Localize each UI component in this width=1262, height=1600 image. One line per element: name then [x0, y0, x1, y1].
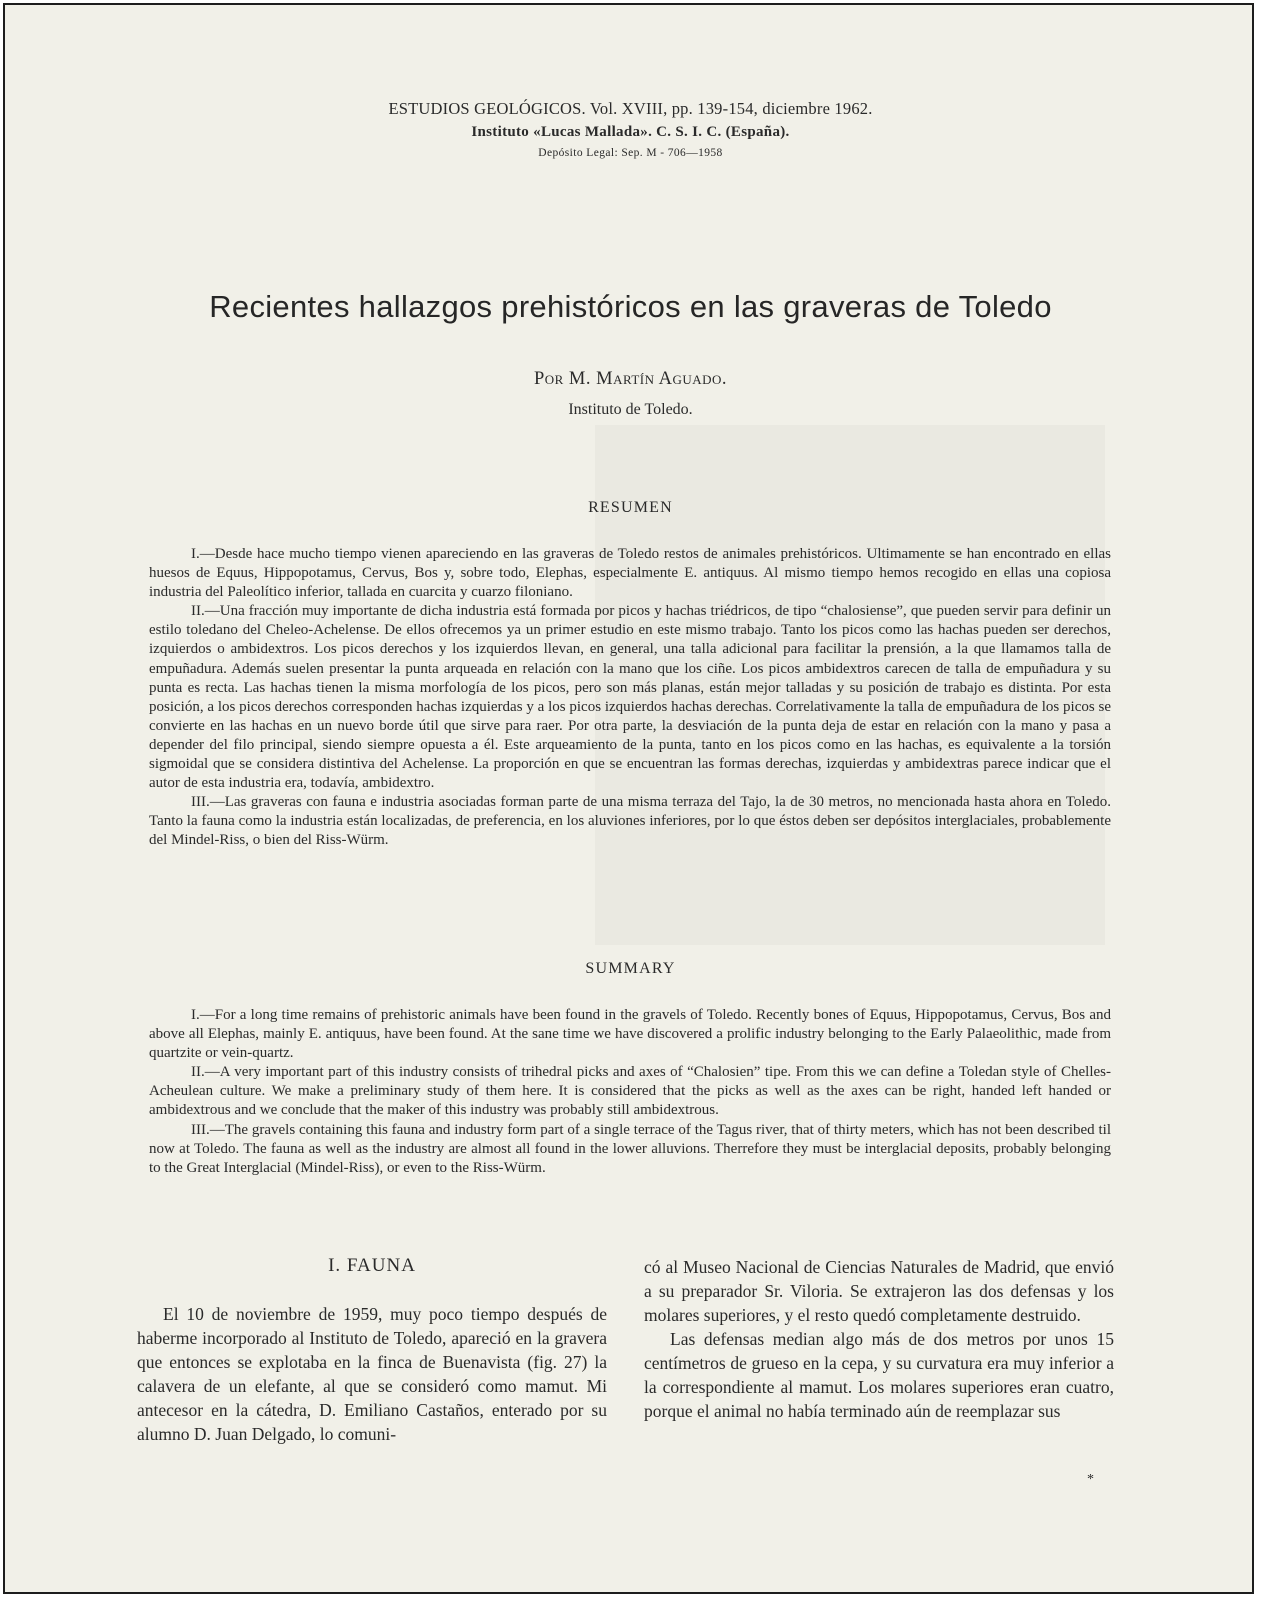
journal-citation: ESTUDIOS GEOLÓGICOS. Vol. XVIII, pp. 139-154, diciembre 1962. — [388, 99, 873, 118]
summary-paragraph: II.—A very important part of this industry consists of trihedral picks and axes of “Chalosien” tipe. From this we can define a Toledan style of Chelles-Acheulean culture. We make a preliminary study of them here. It is considered that the picks as well as the axes can be right, handed left handed or ambidextrous and we conclude that the maker of this industry was probably still ambidextrous. — [149, 1064, 1111, 1119]
resumen-paragraph: III.—Las graveras con fauna e industria asociadas forman parte de una misma terraza del Tajo, la de 30 metros, no mencionada hasta ahora en Toledo. Tanto la fauna como la industria están localizadas, de preferencia, en los aluviones inferiores, por lo que éstos deben ser depósitos interglaciales, probablemente del Mindel-Riss, o bien del Riss-Würm. — [149, 794, 1111, 849]
journal-page — [3, 3, 1254, 1594]
summary-paragraph: III.—The gravels containing this fauna and industry form part of a single terrace of the Tagus river, that of thirty meters, which has not been described til now at Toledo. The fauna as well as the industry are almost all found in the lower alluvions. Therrefore they must be interglacial deposits, probably belonging to the Great Interglacial (Mindel-Riss), or even to the Riss-Würm. — [149, 1121, 1111, 1176]
byline — [5, 369, 1254, 390]
legal-deposit: Depósito Legal: Sep. M - 706—1958 — [538, 147, 723, 159]
summary-paragraph: I.—For a long time remains of prehistoric animals have been found in the gravels of Toledo. Recently bones of Equus, Hippopotamus, Cervus, Bos and above all Elephas, mainly E. antiquus, have been found. At the sane time we have discovered a prolific industry belonging to the Early Palaeolithic, made from quartzite or vein-quartz. — [149, 1007, 1111, 1062]
summary-heading: SUMMARY — [585, 960, 676, 977]
journal-institute: Instituto «Lucas Mallada». C. S. I. C. (España). — [471, 124, 790, 140]
body-column-left — [137, 1302, 607, 1446]
byline-prefix: Por — [533, 369, 564, 389]
body-paragraph: Las defensas median algo más de dos metros por unos 15 centímetros de grueso en la cepa, y su curvatura era muy inferior a la correspondiente al mamut. Los molares superiores eran cuatro, porque el animal no había terminado aún de reemplazar sus — [644, 1329, 1114, 1421]
section-heading-fauna: I. FAUNA — [328, 1255, 416, 1276]
resumen-heading: RESUMEN — [588, 499, 673, 516]
body-paragraph: có al Museo Nacional de Ciencias Naturales de Madrid, que envió a su preparador Sr. Viloria. Se extrajeron las dos defensas y los molares superiores, y el resto quedó completamente destruido. — [644, 1257, 1114, 1325]
summary-body — [149, 1006, 1111, 1178]
author-affiliation: Instituto de Toledo. — [568, 401, 693, 418]
resumen-body — [149, 545, 1111, 851]
resumen-paragraph: I.—Desde hace mucho tiempo vienen apareciendo en las graveras de Toledo restos de animales prehistóricos. Ultimamente se han encontrado en ellas huesos de Equus, Hippopotamus, Cervus, Bos y, sobre todo, Elephas, especialmente E. antiquus. Al mismo tiempo hemos recogido en ellas una copiosa industria del Paleolítico inferior, tallada en cuarcita y cuarzo filoniano. — [149, 546, 1111, 601]
body-column-right — [644, 1255, 1114, 1423]
footer-mark: * — [1087, 1472, 1094, 1487]
article-title: Recientes hallazgos prehistóricos en las graveras de Toledo — [209, 289, 1052, 324]
resumen-paragraph: II.—Una fracción muy importante de dicha industria está formada por picos y hachas triédricos, de tipo “chalosiense”, que pueden servir para definir un estilo toledano del Cheleo-Achelense. De ellos ofrecemos ya un primer estudio en este mismo trabajo. Tanto los picos como las hachas pueden ser derechos, izquierdos o ambidextros. Los picos derechos y los izquierdos llevan, en general, una talla adicional para facilitar la prensión, a la que llamamos talla de empuñadura. Además suelen presentar la punta arqueada en relación con la mano que los ciñe. Los picos ambidextros carecen de talla de empuñadura y su punta es recta. Las hachas tienen la misma morfología de los picos, pero son más planas, están mejor talladas y su posición de trabajo es distinta. Por esta posición, a los picos derechos corresponden hachas izquierdas y a los picos izquierdos hachas derechas. Correlativamente la talla de empuñadura de los picos se convierte en las hachas en un nuevo borde útil que sirve para raer. Por otra parte, la desviación de la punta deja de estar en relación con la mano y pasa a depender del filo principal, siendo siempre opuesta a él. Este arqueamiento de la punta, tanto en los picos como en las hachas, es equivalente a la torsión sigmoidal que se considera distintiva del Achelense. La proporción en que se encuentran las formas derechas, izquierdas y ambidextras parece indicar que el autor de esta industria era, todavía, ambidextro. — [149, 603, 1111, 792]
body-paragraph: El 10 de noviembre de 1959, muy poco tiempo después de haberme incorporado al Instituto de Toledo, apareció en la gravera que entonces se explotaba en la finca de Buenavista (fig. 27) la calavera de un elefante, al que se consideró como mamut. Mi antecesor en la cátedra, D. Emiliano Castaños, enterado por su alumno D. Juan Delgado, lo comuni- — [137, 1304, 607, 1444]
author-name: M. Martín Aguado. — [568, 369, 728, 389]
